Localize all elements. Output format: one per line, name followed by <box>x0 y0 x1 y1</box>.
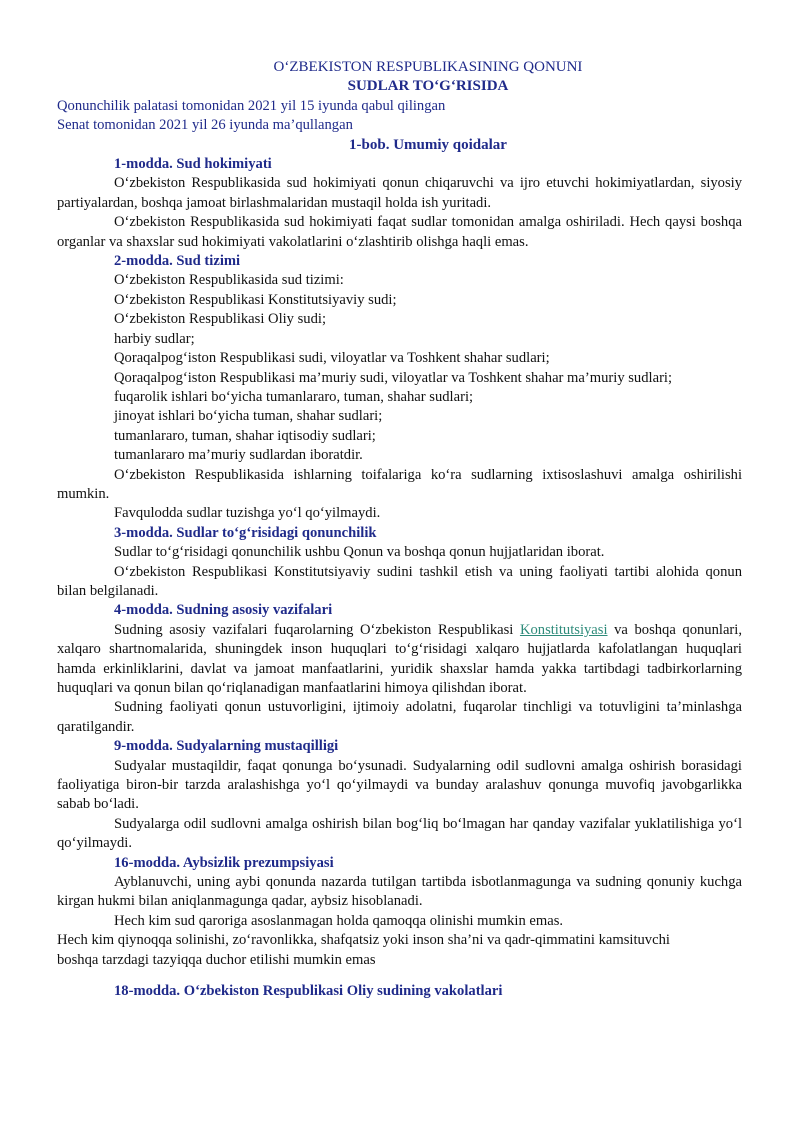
article-title: 2-modda. Sud tizimi <box>114 253 241 270</box>
article-3 <box>57 524 742 602</box>
article-16 <box>57 854 742 970</box>
list-item: tumanlararo ma’muriy sudlardan iboratdir. <box>114 447 363 464</box>
article-18 <box>57 982 742 1001</box>
paragraph: Hech kim sud qaroriga asoslanmagan holda qamoqqa olinishi mumkin emas. <box>114 912 564 929</box>
article-4 <box>57 601 742 737</box>
article-title: 1-modda. Sud hokimiyati <box>114 156 272 173</box>
paragraph-text: Sudning asosiy vazifalari fuqarolarning O‘zbekiston Respublikasi <box>114 621 520 638</box>
list-item: Qoraqalpog‘iston Respublikasi ma’muriy sudi, viloyatlar va Toshkent shahar ma’muriy sudlari; <box>114 369 673 386</box>
article-2 <box>57 252 742 524</box>
list-item: harbiy sudlar; <box>114 330 195 347</box>
article-9 <box>57 737 742 853</box>
law-title: O‘ZBEKISTON RESPUBLIKASINING QONUNI <box>273 59 583 75</box>
paragraph: Sudyalarga odil sudlovni amalga oshirish bilan bog‘liq bo‘lmagan har qanday vazifalar yuklatilishiga yo‘l qo‘yilmaydi. <box>57 815 742 852</box>
paragraph: O‘zbekiston Respublikasida sud hokimiyati qonun chiqaruvchi va ijro etuvchi hokimiyatlardan, siyosiy partiyalardan, boshqa jamoat birlashmalaridan mustaqil holda ish yuritadi. <box>57 175 742 211</box>
paragraph: Sudlar to‘g‘risidagi qonunchilik ushbu Qonun va boshqa qonun hujjatlaridan iborat. <box>114 544 605 561</box>
spacer <box>114 970 742 982</box>
paragraph: O‘zbekiston Respublikasi Konstitutsiyaviy sudini tashkil etish va uning faoliyati tartibi alohida qonun bilan belgilanadi. <box>57 563 742 599</box>
article-title: 3-modda. Sudlar to‘g‘risidagi qonunchilik <box>114 524 377 541</box>
list-item: O‘zbekiston Respublikasi Konstitutsiyaviy sudi; <box>114 291 397 308</box>
article-title: 9-modda. Sudyalarning mustaqilligi <box>114 738 339 755</box>
list-item: O‘zbekiston Respublikasi Oliy sudi; <box>114 311 327 328</box>
paragraph: O‘zbekiston Respublikasida ishlarning toifalariga ko‘ra sudlarning ixtisoslashuvi amalga oshirilishi mumkin. <box>57 466 742 502</box>
list-item: jinoyat ishlari bo‘yicha tuman, shahar sudlari; <box>114 408 383 425</box>
paragraph-text: va boshqa qonunlari, xalqaro shartnomalarida, shuningdek inson huquqlari to‘g‘risidagi xalqaro hujjatlarda kafolatlangan huquqlari hamda erkinliklarini, davlat va jamoat manfaatlarini, yuridik shaxslar hamda yakka tartibdagi tadbirkorlarning huquqlari va qonun bilan qo‘riqlanadigan manfaatlarini himoya qilishdan iborat. <box>57 621 742 696</box>
paragraph: Favqulodda sudlar tuzishga yo‘l qo‘yilmaydi. <box>114 505 381 522</box>
article-title: 4-modda. Sudning asosiy vazifalari <box>114 602 333 619</box>
article-title: 18-modda. O‘zbekiston Respublikasi Oliy sudining vakolatlari <box>114 983 503 1000</box>
paragraph <box>57 621 742 699</box>
law-subtitle: SUDLAR TO‘G‘RISIDA <box>347 78 509 95</box>
article-title: 16-modda. Aybsizlik prezumpsiyasi <box>114 854 334 871</box>
paragraph: Sudning faoliyati qonun ustuvorligini, ijtimoiy adolatni, fuqarolar tinchligi va totuvligini ta’minlashga qaratilgandir. <box>57 699 742 735</box>
paragraph: Sudyalar mustaqildir, faqat qonunga bo‘ysunadi. Sudyalarning odil sudlovni amalga oshirish borasidagi faoliyatiga biron-bir tarzda aralashishga yo‘l qo‘yilmaydi va bunday aralashuv qonunga muvofiq javobgarlikka sabab bo‘ladi. <box>57 757 742 813</box>
article-1 <box>57 155 742 252</box>
paragraph: O‘zbekiston Respublikasida sud hokimiyati faqat sudlar tomonidan amalga oshiriladi. Hech qaysi boshqa organlar va shaxslar sud hokimiyati vakolatlarini o‘zlashtirib olishga haqli emas. <box>57 214 742 250</box>
constitution-link[interactable]: Konstitutsiyasi <box>519 621 608 638</box>
paragraph: O‘zbekiston Respublikasida sud tizimi: <box>114 272 344 289</box>
adoption-date: Qonunchilik palatasi tomonidan 2021 yil 15 iyunda qabul qilingan <box>57 97 446 114</box>
paragraph: Hech kim qiynoqqa solinishi, zo‘ravonlikka, shafqatsiz yoki inson sha’ni va qadr-qimmatini kamsituvchi boshqa tarzdagi tazyiqqa duchor etilishi mumkin emas <box>57 932 670 968</box>
list-item: fuqarolik ishlari bo‘yicha tumanlararo, tuman, shahar sudlari; <box>114 388 474 405</box>
approval-date: Senat tomonidan 2021 yil 26 iyunda ma’qullangan <box>57 117 353 134</box>
chapter-heading: 1-bob. Umumiy qoidalar <box>349 136 507 153</box>
list-item: Qoraqalpog‘iston Respublikasi sudi, viloyatlar va Toshkent shahar sudlari; <box>114 350 550 367</box>
paragraph: Ayblanuvchi, uning aybi qonunda nazarda tutilgan tartibda isbotlanmagunga va sudning qonuniy kuchga kirgan hukmi bilan aniqlanmagunga qadar, aybsiz hisoblanadi. <box>57 874 742 910</box>
list-item: tumanlararo, tuman, shahar iqtisodiy sudlari; <box>114 427 376 444</box>
